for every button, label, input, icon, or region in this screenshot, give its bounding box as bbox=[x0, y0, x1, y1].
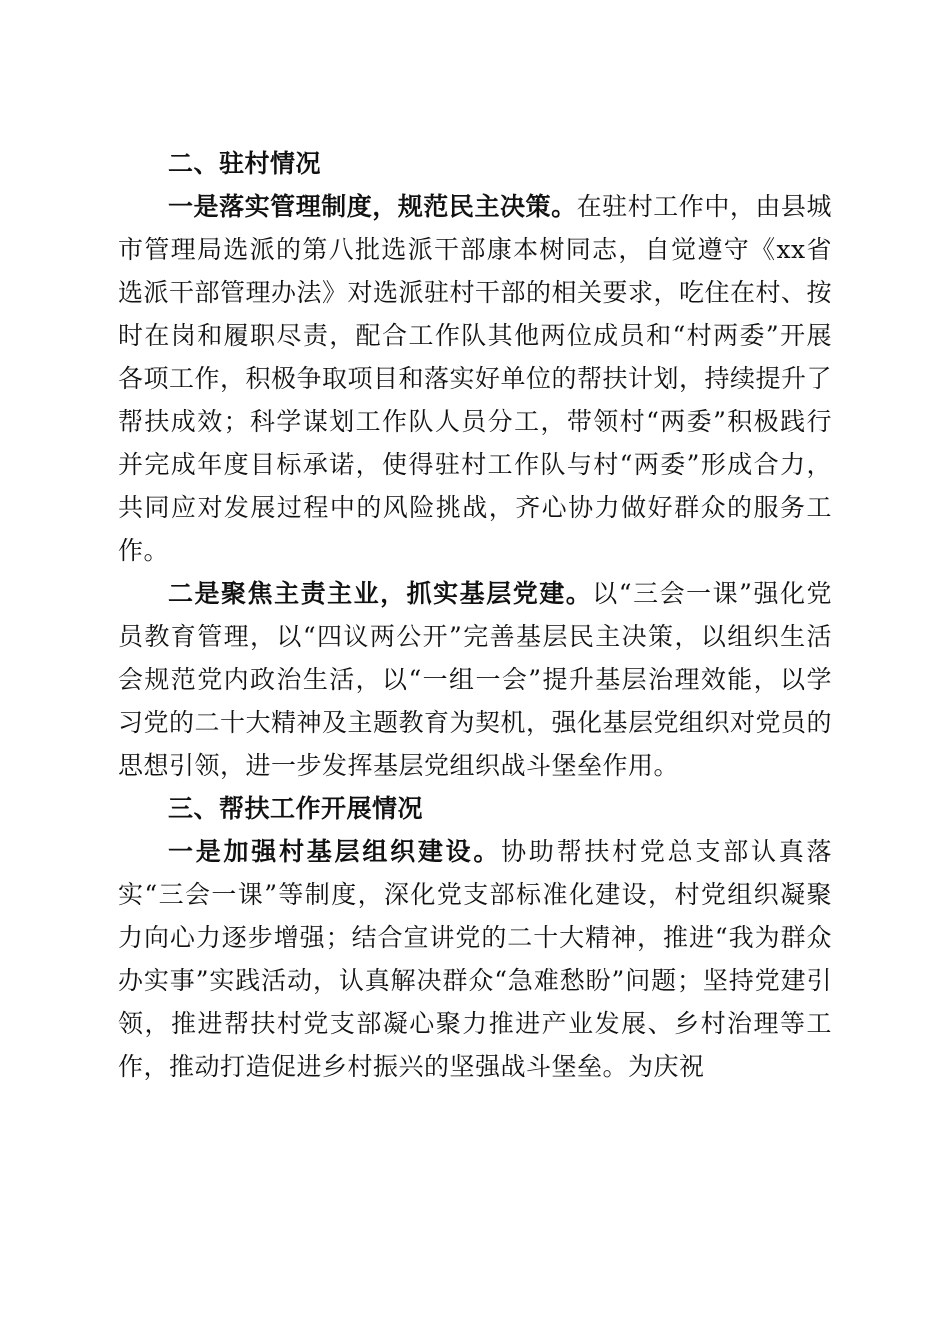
paragraph-lead: 一是落实管理制度，规范民主决策。 bbox=[168, 192, 577, 221]
paragraph-body: 在驻村工作中，由县城市管理局选派的第八批选派干部康本树同志，自觉遵守《xx省选派干部管理办法》对选派驻村干部的相关要求，吃住在村、按时在岗和履职尽责，配合工作队其他两位成员和“村两委”开展各项工作，积极争取项目和落实好单位的帮扶计划，持续提升了帮扶成效；科学谋划工作队人员分工，带领村“两委”积极践行并完成年度目标承诺，使得驻村工作队与村“两委”形成合力，共同应对发展过程中的风险挑战，齐心协力做好群众的服务工作。 bbox=[118, 192, 833, 565]
paragraph-grassroots-organization bbox=[118, 830, 832, 1088]
section-heading-assistance-work: 三、帮扶工作开展情况 bbox=[168, 794, 424, 823]
section-heading-village-stay: 二、驻村情况 bbox=[168, 149, 322, 178]
paragraph-lead: 二是聚焦主责主业，抓实基层党建。 bbox=[168, 579, 593, 608]
paragraph-body: 协助帮扶村党总支部认真落实“三会一课”等制度，深化党支部标准化建设，村党组织凝聚力向心力逐步增强；结合宣讲党的二十大精神，推进“我为群众办实事”实践活动，认真解决群众“急难愁盼”问题；坚持党建引领，推进帮扶村党支部凝心聚力推进产业发展、乡村治理等工作，推动打造促进乡村振兴的坚强战斗堡垒。为庆祝 bbox=[118, 837, 832, 1081]
paragraph-management-system bbox=[118, 185, 832, 572]
paragraph-lead: 一是加强村基层组织建设。 bbox=[168, 837, 502, 866]
document-page bbox=[118, 142, 832, 1088]
paragraph-body: 以“三会一课”强化党员教育管理，以“四议两公开”完善基层民主决策，以组织生活会规范党内政治生活，以“一组一会”提升基层治理效能，以学习党的二十大精神及主题教育为契机，强化基层党组织对党员的思想引领，进一步发挥基层党组织战斗堡垒作用。 bbox=[118, 579, 833, 780]
paragraph-party-building bbox=[118, 572, 832, 787]
